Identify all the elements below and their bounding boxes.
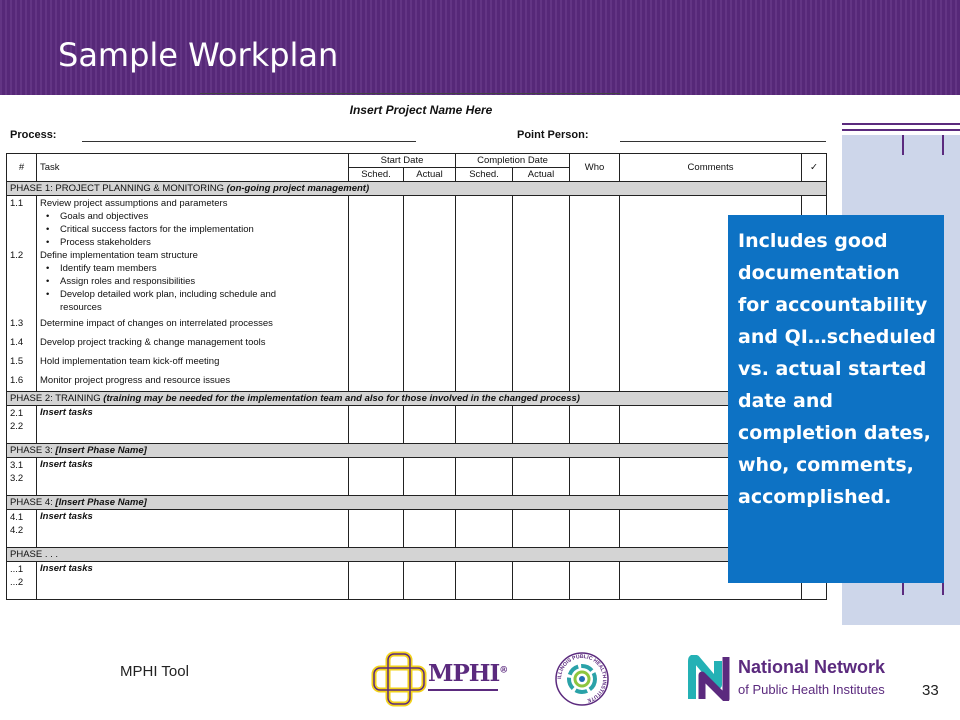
phase-note: [Insert Phase Name] [55, 497, 147, 508]
task-number: 1.4 [10, 337, 24, 348]
nnphi-name-line2: of Public Health Institutes [738, 682, 885, 697]
callout-text: Includes good documentation for accountability and QI…scheduled vs. actual started date and completion dates, who, comments, accomplished. [738, 230, 936, 508]
task-number: 1.5 [10, 356, 24, 367]
task-number-cell [7, 562, 37, 600]
decor-tick [902, 135, 904, 155]
task-bullet: • Assign roles and responsibilities [40, 275, 345, 288]
phase-name: PROJECT PLANNING & MONITORING [55, 183, 224, 194]
task-number-cell [7, 510, 37, 548]
phase-task-row [7, 458, 827, 496]
empty-cell [570, 458, 620, 496]
task-bullet: • Goals and objectives [40, 210, 345, 223]
task-placeholder: Insert tasks [40, 563, 93, 574]
empty-cell [513, 510, 570, 548]
workplan-document-image [0, 95, 842, 635]
empty-cell [456, 196, 513, 392]
phase-task-row [7, 510, 827, 548]
task-number: 1.1 [10, 198, 24, 209]
slide-title: Sample Workplan [58, 36, 339, 74]
task-bullets [40, 262, 345, 301]
task-description-cell [37, 196, 349, 392]
header-completion-date: Completion Date [456, 154, 570, 168]
point-person-label: Point Person: [517, 129, 589, 141]
phase-label: PHASE 2: [10, 393, 53, 404]
empty-cell [513, 196, 570, 392]
empty-cell [570, 196, 620, 392]
header-completion-actual: Actual [513, 168, 570, 182]
phase-row [7, 392, 827, 406]
phase-note: [Insert Phase Name] [55, 445, 147, 456]
phase-name: TRAINING [55, 393, 101, 404]
empty-cell [404, 510, 456, 548]
mphi-knot-icon [370, 650, 428, 708]
decor-tick [942, 135, 944, 155]
decor-line [842, 129, 960, 131]
task-number: 1.3 [10, 318, 24, 329]
empty-cell [349, 458, 404, 496]
header-who: Who [570, 154, 620, 182]
task-number: 2.1 [10, 408, 24, 419]
empty-cell [513, 562, 570, 600]
task-number: 2.2 [10, 421, 24, 432]
phase-task-row [7, 406, 827, 444]
task-title: Determine impact of changes on interrelated processes [40, 318, 273, 329]
empty-cell [404, 458, 456, 496]
project-name: Insert Project Name Here [349, 103, 493, 117]
workplan-table [6, 153, 827, 600]
phase-label: PHASE 3: [10, 445, 53, 456]
task-number-cell [7, 458, 37, 496]
task-cell [37, 458, 349, 496]
task-number: ...2 [10, 577, 24, 588]
callout-box [728, 215, 944, 583]
task-bullet: • Develop detailed work plan, including schedule and [40, 288, 345, 301]
table-header-row [7, 154, 827, 168]
empty-cell [349, 406, 404, 444]
task-cell [37, 406, 349, 444]
task-bullet: • Critical success factors for the implementation [40, 223, 345, 236]
phase-label: PHASE . . . [10, 549, 59, 560]
phase-row [7, 182, 827, 196]
mphi-wordmark: MPHI® [428, 660, 508, 687]
empty-cell [570, 562, 620, 600]
cropped-edge [200, 93, 620, 97]
task-number: 4.2 [10, 525, 24, 536]
empty-cell [349, 196, 404, 392]
empty-cell [513, 406, 570, 444]
task-title: Define implementation team structure [40, 250, 198, 261]
nnphi-n-icon [688, 655, 732, 701]
empty-cell [349, 562, 404, 600]
phase-note: (training may be needed for the implementation team and also for those involved in the changed process) [103, 393, 580, 404]
phase-row [7, 444, 827, 458]
header-completion-sched: Sched. [456, 168, 513, 182]
header-start-sched: Sched. [349, 168, 404, 182]
task-number: 1.2 [10, 250, 24, 261]
task-number: 1.6 [10, 375, 24, 386]
empty-cell [513, 458, 570, 496]
phase-row [7, 548, 827, 562]
empty-cell [404, 562, 456, 600]
nnphi-logo [688, 655, 908, 705]
header-task: Task [37, 154, 349, 182]
phase1-task-row [7, 196, 827, 392]
header-start-actual: Actual [404, 168, 456, 182]
process-blank-line [82, 141, 416, 142]
phase-task-row [7, 562, 827, 600]
empty-cell [456, 458, 513, 496]
point-person-blank-line [620, 141, 826, 142]
phase-label: PHASE 1: [10, 183, 53, 194]
svg-text:ILLINOIS PUBLIC HEALTH INSTITU: ILLINOIS PUBLIC HEALTH INSTITUTE [556, 653, 608, 704]
task-title: Hold implementation team kick-off meeting [40, 356, 220, 367]
task-cell [37, 562, 349, 600]
task-title: Review project assumptions and parameters [40, 198, 228, 209]
empty-cell [404, 406, 456, 444]
task-bullets [40, 210, 345, 249]
footer-tool-label: MPHI Tool [120, 663, 189, 680]
task-number: 3.1 [10, 460, 24, 471]
header-num: # [7, 154, 37, 182]
task-number: ...1 [10, 564, 24, 575]
mphi-underline [428, 689, 498, 691]
task-bullet: • Process stakeholders [40, 236, 345, 249]
empty-cell [570, 510, 620, 548]
phase-note: (on-going project management) [226, 183, 370, 194]
page-number: 33 [922, 682, 939, 699]
task-placeholder: Insert tasks [40, 407, 93, 418]
decor-line [842, 123, 960, 125]
empty-cell [456, 406, 513, 444]
empty-cell [349, 510, 404, 548]
header-comments: Comments [620, 154, 802, 182]
task-number-cell [7, 196, 37, 392]
task-number: 3.2 [10, 473, 24, 484]
nnphi-name-line1: National Network [738, 657, 886, 677]
process-label: Process: [10, 129, 57, 141]
empty-cell [570, 406, 620, 444]
task-title: Develop project tracking & change management tools [40, 337, 266, 348]
mphi-logo [370, 650, 508, 710]
task-placeholder: Insert tasks [40, 459, 93, 470]
phase-row [7, 496, 827, 510]
task-cell [37, 510, 349, 548]
task-number-cell [7, 406, 37, 444]
header-check: ✓ [802, 154, 827, 182]
empty-cell [404, 196, 456, 392]
task-bullet-continuation: resources [60, 302, 102, 313]
task-title: Monitor project progress and resource issues [40, 375, 231, 386]
empty-cell [456, 510, 513, 548]
header-start-date: Start Date [349, 154, 456, 168]
task-placeholder: Insert tasks [40, 511, 93, 522]
iph-seal-icon [555, 652, 609, 706]
task-bullet: • Identify team members [40, 262, 345, 275]
phase-label: PHASE 4: [10, 497, 53, 508]
empty-cell [456, 562, 513, 600]
task-number: 4.1 [10, 512, 24, 523]
